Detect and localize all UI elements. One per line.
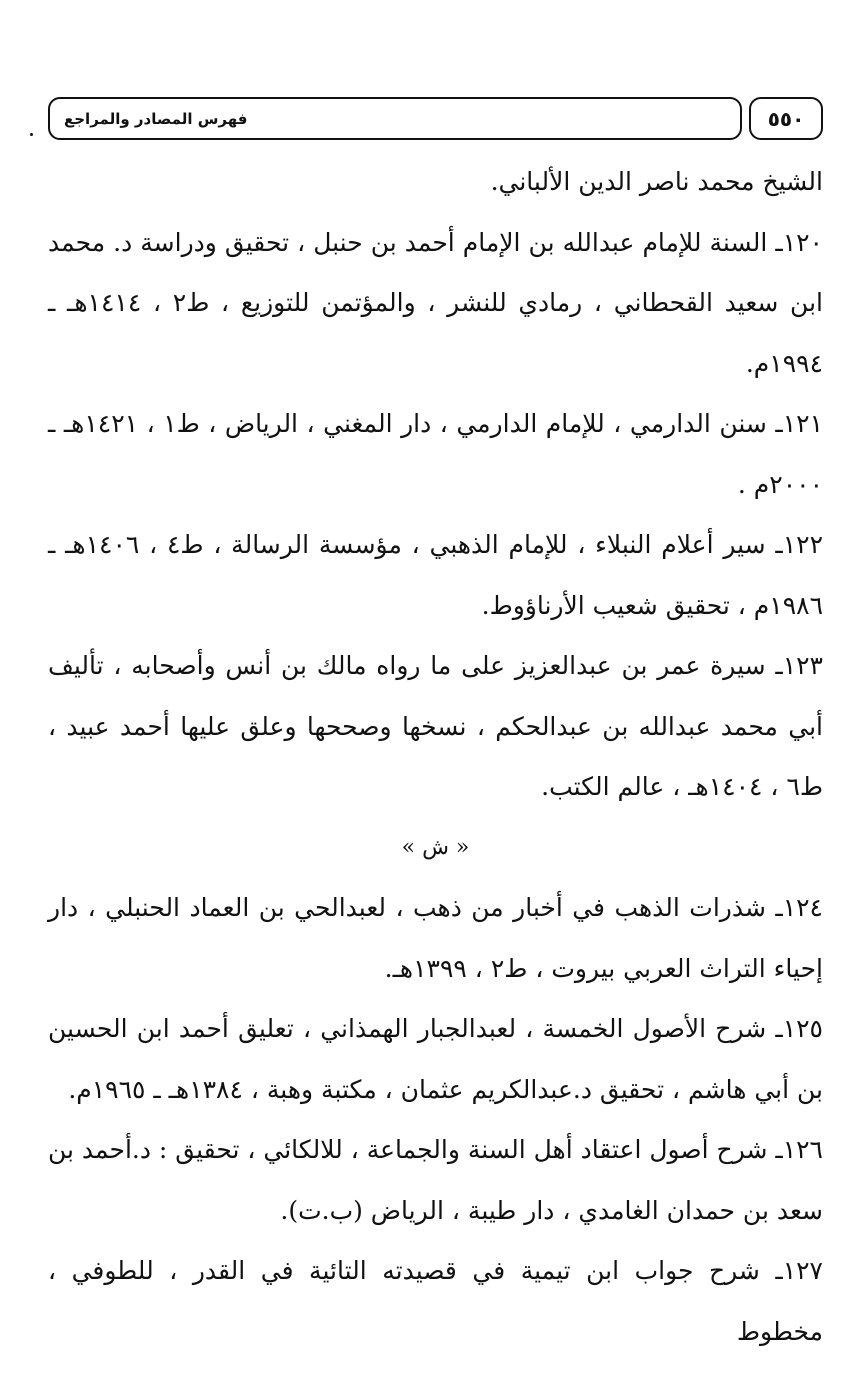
page-number: ٥٥٠: [767, 106, 805, 131]
reference-entry-123: ١٢٣ـ سيرة عمر بن عبدالعزيز على ما رواه مالك بن أنس وأصحابه ، تأليف أبي محمد عبدالله بن عبدالحكم ، نسخها وصححها وعلق عليها أحمد عبيد ، ط٦ ، ١٤٠٤هـ ، عالم الكتب.: [48, 651, 823, 801]
reference-entry-125: ١٢٥ـ شرح الأصول الخمسة ، لعبدالجبار الهمذاني ، تعليق أحمد ابن الحسين بن أبي هاشم ، تحقيق د.عبدالكريم عثمان ، مكتبة وهبة ، ١٣٨٤هـ ـ ١٩٦٥م.: [48, 1014, 823, 1104]
reference-entry-127: ١٢٧ـ شرح جواب ابن تيمية في قصيدته التائية في القدر ، للطوفي ، مخطوط: [48, 1256, 823, 1346]
references-body: [48, 152, 823, 1362]
section-letter-heading: « ش »: [401, 834, 470, 860]
stray-mark: [30, 133, 33, 136]
reference-entry-121: ١٢١ـ سنن الدارمي ، للإمام الدارمي ، دار المغني ، الرياض ، ط١ ، ١٤٢١هـ ـ ٢٠٠٠م .: [48, 409, 824, 499]
reference-entry-124: ١٢٤ـ شذرات الذهب في أخبار من ذهب ، لعبدالحي بن العماد الحنبلي ، دار إحياء التراث العربي بيروت ، ط٢ ، ١٣٩٩هـ.: [48, 893, 823, 983]
page-number-box: [749, 97, 823, 140]
reference-entry-122: ١٢٢ـ سير أعلام النبلاء ، للإمام الذهبي ، مؤسسة الرسالة ، ط٤ ، ١٤٠٦هـ ـ ١٩٨٦م ، تحقيق شعيب الأرناؤوط.: [48, 530, 824, 620]
page-header: [48, 97, 823, 142]
running-title-box: [48, 97, 742, 140]
running-title: فهرس المصادر والمراجع: [64, 109, 248, 128]
reference-entry-126: ١٢٦ـ شرح أصول اعتقاد أهل السنة والجماعة ، للالكائي ، تحقيق : د.أحمد بن سعد بن حمدان الغامدي ، دار طيبة ، الرياض (ب.ت).: [47, 1135, 823, 1225]
reference-continuation: الشيخ محمد ناصر الدين الألباني.: [490, 167, 823, 196]
reference-entry-120: ١٢٠ـ السنة للإمام عبدالله بن الإمام أحمد بن حنبل ، تحقيق ودراسة د. محمد ابن سعيد القحطاني ، رمادي للنشر ، والمؤتمن للتوزيع ، ط٢ ، ١٤١٤هـ ـ ١٩٩٤م.: [48, 227, 823, 378]
